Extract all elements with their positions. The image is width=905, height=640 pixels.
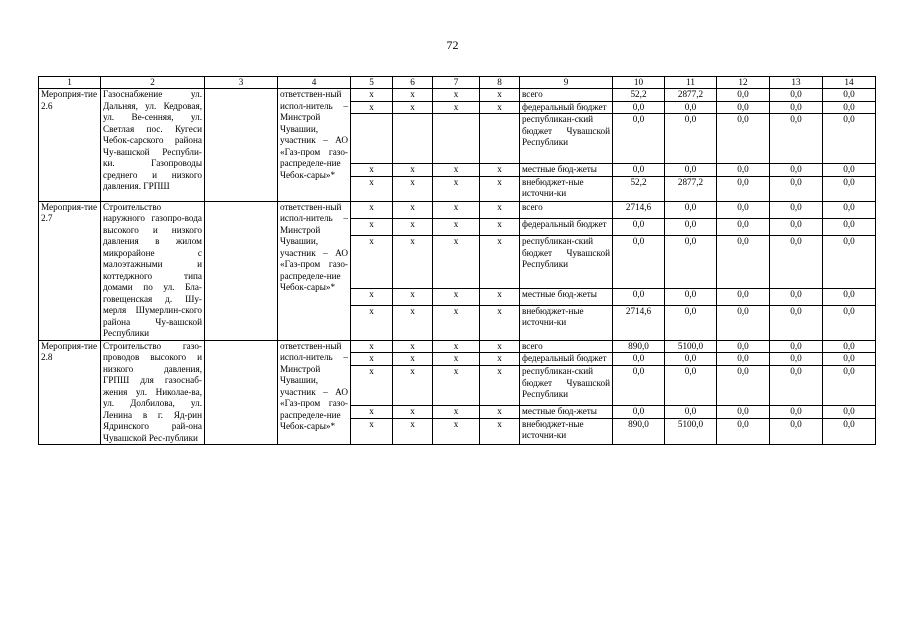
funding-source: местные бюд-жеты bbox=[520, 288, 613, 305]
funding-source: внебюджет-ные источни-ки bbox=[520, 176, 613, 201]
mark-cell: x bbox=[393, 405, 433, 418]
measure-col3 bbox=[205, 89, 278, 202]
value-cell: 0,0 bbox=[665, 288, 717, 305]
value-cell: 0,0 bbox=[717, 305, 770, 340]
mark-cell: x bbox=[393, 236, 433, 289]
value-cell: 0,0 bbox=[613, 114, 665, 164]
value-cell: 0,0 bbox=[665, 366, 717, 406]
value-cell: 0,0 bbox=[770, 176, 823, 201]
measure-name: Строительство наружного газопро-вода высокого и низкого давления в жилом микрорайоне с малоэтажными и коттеджного типа домами по ул. Бла-говещенская д. Шу-мерля Шумерлин-ского района Чу-вашской Республики bbox=[101, 201, 205, 340]
value-cell: 0,0 bbox=[770, 288, 823, 305]
mark-cell: x bbox=[480, 218, 520, 235]
header-cell: 2 bbox=[101, 77, 205, 89]
value-cell: 0,0 bbox=[770, 101, 823, 114]
value-cell: 0,0 bbox=[823, 101, 876, 114]
header-cell: 4 bbox=[278, 77, 351, 89]
value-cell: 2877,2 bbox=[665, 89, 717, 102]
mark-cell: x bbox=[433, 418, 480, 444]
value-cell: 0,0 bbox=[823, 89, 876, 102]
funding-source: всего bbox=[520, 340, 613, 353]
value-cell: 0,0 bbox=[770, 405, 823, 418]
mark-cell: x bbox=[351, 305, 393, 340]
mark-cell: x bbox=[480, 340, 520, 353]
value-cell: 0,0 bbox=[823, 114, 876, 164]
mark-cell: x bbox=[480, 305, 520, 340]
funding-source: всего bbox=[520, 89, 613, 102]
value-cell: 0,0 bbox=[770, 114, 823, 164]
value-cell: 2714,6 bbox=[613, 201, 665, 218]
value-cell: 0,0 bbox=[717, 236, 770, 289]
measure-responsible: ответствен-ный испол-нитель – Минстрой Чувашии, участник – АО «Газ-пром газо-распределе-ние Чебок-сары»* bbox=[278, 201, 351, 340]
header-cell: 11 bbox=[665, 77, 717, 89]
funding-source: федеральный бюджет bbox=[520, 218, 613, 235]
value-cell: 0,0 bbox=[717, 288, 770, 305]
table-row bbox=[39, 340, 876, 353]
funding-source: местные бюд-жеты bbox=[520, 164, 613, 177]
mark-cell: x bbox=[393, 218, 433, 235]
table-row bbox=[39, 201, 876, 218]
mark-cell: x bbox=[480, 89, 520, 102]
value-cell: 0,0 bbox=[613, 288, 665, 305]
header-cell: 3 bbox=[205, 77, 278, 89]
header-cell: 9 bbox=[520, 77, 613, 89]
funding-source: федеральный бюджет bbox=[520, 101, 613, 114]
mark-cell: x bbox=[351, 89, 393, 102]
page-number: 72 bbox=[446, 38, 459, 52]
mark-cell: x bbox=[393, 201, 433, 218]
value-cell: 0,0 bbox=[717, 114, 770, 164]
value-cell: 0,0 bbox=[823, 201, 876, 218]
measure-responsible: ответствен-ный испол-нитель – Минстрой Чувашии, участник – АО «Газ-пром газо-распределе-ние Чебок-сары»* bbox=[278, 89, 351, 202]
value-cell: 0,0 bbox=[823, 236, 876, 289]
value-cell: 0,0 bbox=[823, 176, 876, 201]
header-cell: 10 bbox=[613, 77, 665, 89]
mark-cell: x bbox=[433, 201, 480, 218]
mark-cell: x bbox=[351, 418, 393, 444]
mark-cell bbox=[351, 114, 393, 164]
value-cell: 0,0 bbox=[613, 405, 665, 418]
value-cell: 0,0 bbox=[770, 353, 823, 366]
mark-cell: x bbox=[393, 164, 433, 177]
funding-source: местные бюд-жеты bbox=[520, 405, 613, 418]
measure-name: Строительство газо-проводов высокого и низкого давления, ГРПШ для газоснаб-жения ул. Николае-ва, ул. Долбилова, ул. Ленина в г. Яд-рин Ядринского рай-она Чувашской Рес-публики bbox=[101, 340, 205, 445]
value-cell: 0,0 bbox=[613, 353, 665, 366]
value-cell: 0,0 bbox=[717, 101, 770, 114]
value-cell: 0,0 bbox=[613, 218, 665, 235]
mark-cell: x bbox=[351, 340, 393, 353]
value-cell: 890,0 bbox=[613, 340, 665, 353]
value-cell: 0,0 bbox=[770, 201, 823, 218]
value-cell: 0,0 bbox=[823, 353, 876, 366]
value-cell: 0,0 bbox=[665, 101, 717, 114]
mark-cell: x bbox=[393, 366, 433, 406]
mark-cell: x bbox=[433, 176, 480, 201]
funding-source: республикан-ский бюджет Чувашской Республики bbox=[520, 114, 613, 164]
mark-cell: x bbox=[393, 288, 433, 305]
funding-source: всего bbox=[520, 201, 613, 218]
header-cell: 7 bbox=[433, 77, 480, 89]
mark-cell: x bbox=[433, 405, 480, 418]
table-row bbox=[39, 89, 876, 102]
mark-cell: x bbox=[480, 101, 520, 114]
value-cell: 0,0 bbox=[717, 340, 770, 353]
mark-cell: x bbox=[433, 288, 480, 305]
mark-cell: x bbox=[433, 218, 480, 235]
mark-cell: x bbox=[433, 101, 480, 114]
value-cell: 0,0 bbox=[717, 366, 770, 406]
mark-cell: x bbox=[351, 353, 393, 366]
mark-cell: x bbox=[480, 353, 520, 366]
value-cell: 0,0 bbox=[665, 405, 717, 418]
mark-cell: x bbox=[433, 340, 480, 353]
mark-cell: x bbox=[433, 353, 480, 366]
mark-cell: x bbox=[433, 89, 480, 102]
value-cell: 0,0 bbox=[770, 340, 823, 353]
measure-code: Мероприя-тие 2.7 bbox=[39, 201, 101, 340]
header-cell: 13 bbox=[770, 77, 823, 89]
mark-cell: x bbox=[351, 101, 393, 114]
mark-cell: x bbox=[480, 405, 520, 418]
value-cell: 0,0 bbox=[717, 405, 770, 418]
mark-cell: x bbox=[393, 89, 433, 102]
header-cell: 6 bbox=[393, 77, 433, 89]
value-cell: 0,0 bbox=[717, 176, 770, 201]
header-cell: 1 bbox=[39, 77, 101, 89]
value-cell: 0,0 bbox=[823, 288, 876, 305]
mark-cell: x bbox=[393, 340, 433, 353]
mark-cell: x bbox=[393, 176, 433, 201]
value-cell: 0,0 bbox=[823, 218, 876, 235]
mark-cell: x bbox=[393, 101, 433, 114]
header-cell: 8 bbox=[480, 77, 520, 89]
value-cell: 0,0 bbox=[770, 418, 823, 444]
value-cell: 0,0 bbox=[665, 353, 717, 366]
value-cell: 0,0 bbox=[613, 164, 665, 177]
funding-source: внебюджет-ные источни-ки bbox=[520, 305, 613, 340]
value-cell: 0,0 bbox=[717, 164, 770, 177]
mark-cell: x bbox=[480, 164, 520, 177]
value-cell: 0,0 bbox=[717, 218, 770, 235]
funding-source: республикан-ский бюджет Чувашской Республики bbox=[520, 366, 613, 406]
mark-cell: x bbox=[351, 218, 393, 235]
value-cell: 0,0 bbox=[665, 164, 717, 177]
mark-cell: x bbox=[480, 176, 520, 201]
value-cell: 0,0 bbox=[770, 366, 823, 406]
value-cell: 0,0 bbox=[770, 218, 823, 235]
value-cell: 0,0 bbox=[717, 89, 770, 102]
mark-cell: x bbox=[433, 236, 480, 289]
value-cell: 0,0 bbox=[717, 201, 770, 218]
value-cell: 2877,2 bbox=[665, 176, 717, 201]
value-cell: 0,0 bbox=[613, 101, 665, 114]
value-cell: 0,0 bbox=[823, 164, 876, 177]
mark-cell: x bbox=[480, 236, 520, 289]
value-cell: 0,0 bbox=[717, 418, 770, 444]
mark-cell bbox=[393, 114, 433, 164]
value-cell: 0,0 bbox=[770, 236, 823, 289]
value-cell: 0,0 bbox=[823, 340, 876, 353]
value-cell: 0,0 bbox=[717, 353, 770, 366]
mark-cell: x bbox=[433, 366, 480, 406]
header-row bbox=[39, 77, 876, 89]
mark-cell bbox=[433, 114, 480, 164]
header-cell: 14 bbox=[823, 77, 876, 89]
value-cell: 0,0 bbox=[665, 218, 717, 235]
value-cell: 0,0 bbox=[770, 305, 823, 340]
funding-source: республикан-ский бюджет Чувашской Республики bbox=[520, 236, 613, 289]
mark-cell: x bbox=[351, 236, 393, 289]
value-cell: 0,0 bbox=[770, 89, 823, 102]
mark-cell: x bbox=[480, 201, 520, 218]
mark-cell: x bbox=[480, 288, 520, 305]
mark-cell: x bbox=[433, 164, 480, 177]
mark-cell: x bbox=[393, 353, 433, 366]
value-cell: 0,0 bbox=[613, 366, 665, 406]
value-cell: 5100,0 bbox=[665, 340, 717, 353]
mark-cell: x bbox=[351, 164, 393, 177]
mark-cell: x bbox=[393, 305, 433, 340]
measure-responsible: ответствен-ный испол-нитель – Минстрой Чувашии, участник – АО «Газ-пром газо-распределе-ние Чебок-сары»* bbox=[278, 340, 351, 445]
funding-source: внебюджет-ные источни-ки bbox=[520, 418, 613, 444]
mark-cell: x bbox=[393, 418, 433, 444]
measure-col3 bbox=[205, 340, 278, 445]
value-cell: 5100,0 bbox=[665, 418, 717, 444]
header-cell: 12 bbox=[717, 77, 770, 89]
value-cell: 0,0 bbox=[823, 366, 876, 406]
value-cell: 0,0 bbox=[823, 305, 876, 340]
mark-cell: x bbox=[351, 405, 393, 418]
measure-name: Газоснабжение ул. Дальняя, ул. Кедровая, ул. Ве-сенняя, ул. Светлая пос. Кугеси Чебок-сарского района Чу-вашской Республи-ки. Газопроводы среднего и низкого давления. ГРПШ bbox=[101, 89, 205, 202]
value-cell: 0,0 bbox=[665, 201, 717, 218]
mark-cell: x bbox=[433, 305, 480, 340]
measure-code: Мероприя-тие 2.6 bbox=[39, 89, 101, 202]
value-cell: 0,0 bbox=[613, 236, 665, 289]
value-cell: 0,0 bbox=[823, 418, 876, 444]
funding-source: федеральный бюджет bbox=[520, 353, 613, 366]
value-cell: 0,0 bbox=[770, 164, 823, 177]
mark-cell: x bbox=[351, 288, 393, 305]
value-cell: 0,0 bbox=[665, 305, 717, 340]
mark-cell: x bbox=[480, 366, 520, 406]
measure-code: Мероприя-тие 2.8 bbox=[39, 340, 101, 445]
value-cell: 0,0 bbox=[823, 405, 876, 418]
header-cell: 5 bbox=[351, 77, 393, 89]
mark-cell: x bbox=[351, 176, 393, 201]
mark-cell: x bbox=[351, 201, 393, 218]
mark-cell: x bbox=[480, 418, 520, 444]
value-cell: 0,0 bbox=[665, 236, 717, 289]
measure-col3 bbox=[205, 201, 278, 340]
value-cell: 52,2 bbox=[613, 89, 665, 102]
funding-table bbox=[38, 76, 876, 445]
value-cell: 52,2 bbox=[613, 176, 665, 201]
value-cell: 2714,6 bbox=[613, 305, 665, 340]
value-cell: 0,0 bbox=[665, 114, 717, 164]
mark-cell bbox=[480, 114, 520, 164]
value-cell: 890,0 bbox=[613, 418, 665, 444]
mark-cell: x bbox=[351, 366, 393, 406]
